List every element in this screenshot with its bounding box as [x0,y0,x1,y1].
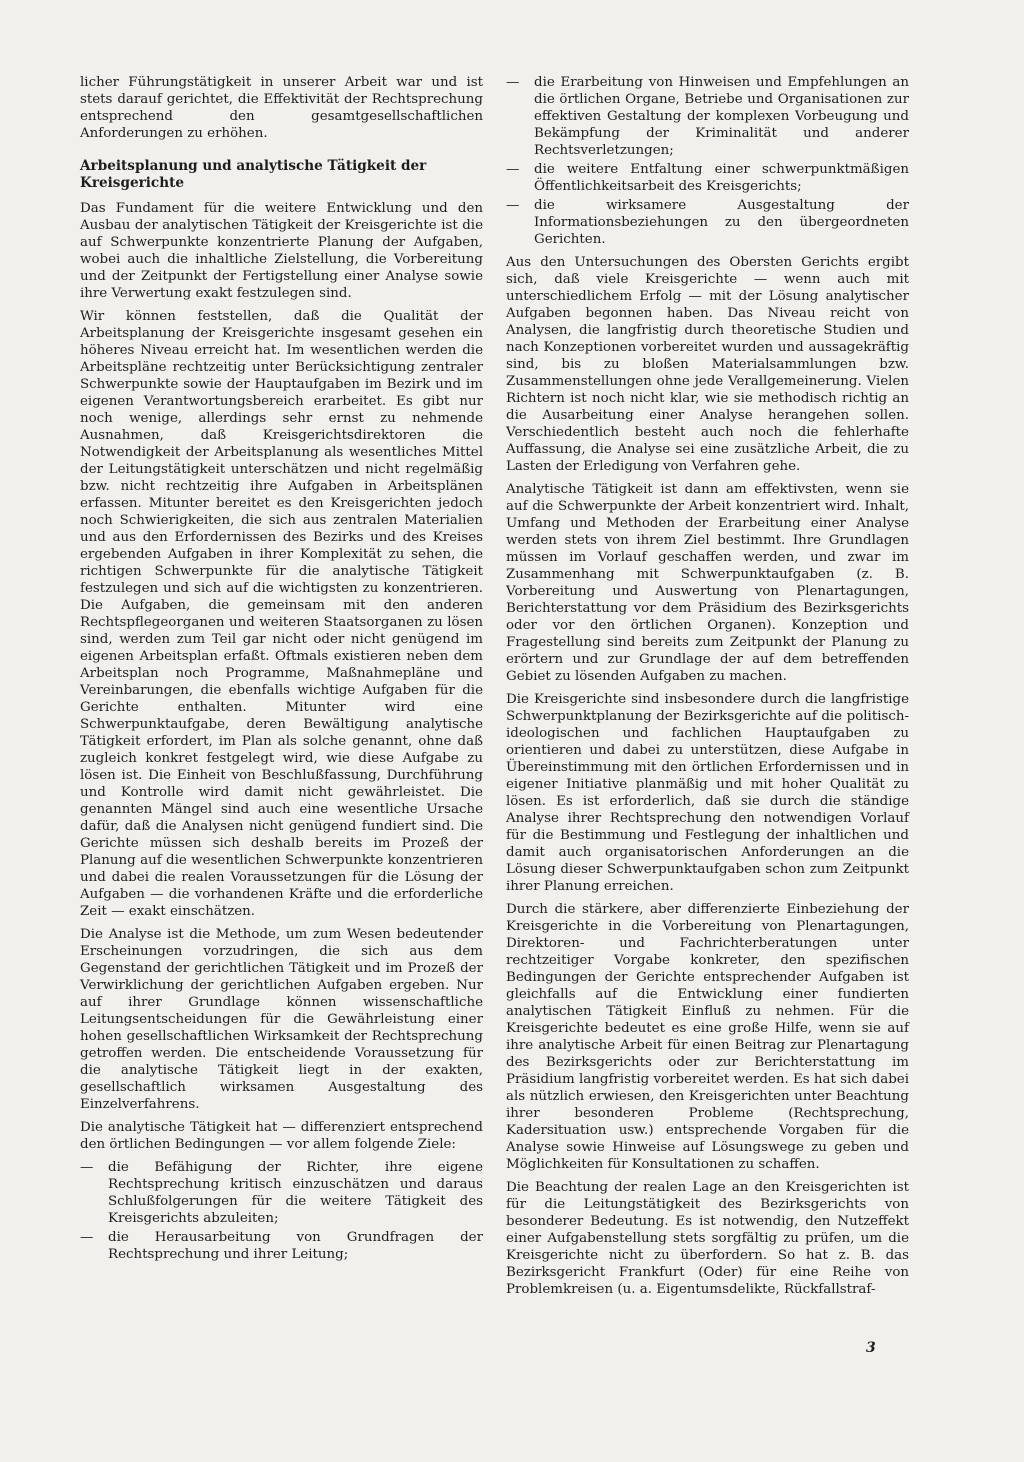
paragraph: Das Fundament für die weitere Entwicklung und den Ausbau der analytischen Tätigkeit der Kreisgerichte ist die auf Schwerpunkte konzentrierte Planung der Aufgaben, wobei auch die inhaltliche Zielstellung, die Vorbereitung und der Zeitpunkt der Fertigstellung einer Analyse sowie ihre Verwertung exakt festzulegen sind. [80,201,483,301]
paragraph: Analytische Tätigkeit ist dann am effektivsten, wenn sie auf die Schwerpunkte der Arbeit konzentriert wird. Inhalt, Umfang und Methoden der Erarbeitung einer Analyse werden stets von ihrem Ziel bestimmt. Ihre Grundlagen müssen im Vorlauf geschaffen werden, und zwar im Zusammenhang mit Schwerpunktaufgaben (z. B. Vorbereitung und Auswertung von Plenartagungen, Berichterstattung vor dem Präsidium des Bezirksgerichts oder vor den örtlichen Organen). Konzeption und Fragestellung sind bereits zum Zeitpunkt der Planung zu erörtern und zur Grundlage der auf dem betreffenden Gebiet zu lösenden Aufgaben zu machen. [506,482,909,684]
intro-paragraph: licher Führungstätigkeit in unserer Arbeit war und ist stets darauf gerichtet, die Effektivität der Rechtsprechung entsprechend den gesamtgesellschaftlichen Anforderungen zu erhöhen. [80,75,483,141]
list-item: — die weitere Entfaltung einer schwerpunktmäßigen Öffentlichkeitsarbeit des Kreisgerichts; [506,161,909,195]
goals-list [80,1159,483,1263]
list-item: — die Erarbeitung von Hinweisen und Empfehlungen an die örtlichen Organe, Betriebe und Organisationen zur effektiven Gestaltung der komplexen Vorbeugung und Bekämpfung der Kriminalität und anderer Rechtsverletzungen; [506,74,909,159]
paragraph: Die analytische Tätigkeit hat — differenziert entsprechend den örtlichen Bedingungen — vor allem folgende Ziele: [80,1120,483,1152]
right-column [506,74,909,1304]
page-number: 3 [866,1340,876,1356]
list-item: — die wirksamere Ausgestaltung der Informationsbeziehungen zu den übergeordneten Gerichten. [506,197,909,248]
paragraph: Aus den Untersuchungen des Obersten Gerichts ergibt sich, daß viele Kreisgerichte — wenn auch mit unterschiedlichem Erfolg — mit der Lösung analytischer Aufgaben begonnen haben. Das Niveau reicht von Analysen, die langfristig durch theoretische Studien und nach Konzeptionen vorbereitet wurden und aussagekräftig sind, bis zu bloßen Materialsammlungen bzw. Zusammenstellungen ohne jede Verallgemeinerung. Vielen Richtern ist noch nicht klar, wie sie methodisch richtig an die Ausarbeitung einer Analyse herangehen sollen. Verschiedentlich besteht auch noch die fehlerhafte Auffassung, die Analyse sei eine zusätzliche Arbeit, die zu Lasten der Erledigung von Verfahren gehe. [506,255,909,474]
paragraph: Durch die stärkere, aber differenzierte Einbeziehung der Kreisgerichte in die Vorbereitung von Plenartagungen, Direktoren- und Fachrichterberatungen unter rechtzeitiger Vorgabe konkreter, den spezifischen Bedingungen der Gerichte entsprechender Aufgaben ist gleichfalls auf die Entwicklung einer fundierten analytischen Tätigkeit Einfluß zu nehmen. Für die Kreisgerichte bedeutet es eine große Hilfe, wenn sie auf ihre analytische Arbeit für einen Beitrag zur Plenartagung des Bezirksgerichts oder zur Berichterstattung im Präsidium langfristig vorbereitet werden. Es hat sich dabei als nützlich erwiesen, den Kreisgerichten unter Beachtung ihrer besonderen Probleme (Rechtsprechung, Kadersituation usw.) entsprechende Vorgaben für die Analyse sowie Hinweise auf Lösungswege zu geben und Möglichkeiten für Konsultationen zu schaffen. [506,902,909,1172]
paragraph: Die Analyse ist die Methode, um zum Wesen bedeutender Erscheinungen vorzudringen, die sich aus dem Gegenstand der gerichtlichen Tätigkeit und im Prozeß der Verwirklichung der gerichtlichen Aufgaben ergeben. Nur auf ihrer Grundlage können wissenschaftliche Leitungsentscheidungen für die Gewährleistung einer hohen gesellschaftlichen Wirksamkeit der Rechtsprechung getroffen werden. Die entscheidende Voraussetzung für die analytische Tätigkeit liegt in der exakten, gesellschaftlich wirksamen Ausgestaltung des Einzelverfahrens. [80,927,483,1112]
paragraph: Die Kreisgerichte sind insbesondere durch die langfristige Schwerpunktplanung der Bezirksgerichte auf die politisch-ideologischen und fachlichen Hauptaufgaben zu orientieren und dabei zu unterstützen, diese Aufgabe in Übereinstimmung mit den örtlichen Erfordernissen und in eigener Initiative planmäßig und mit hoher Qualität zu lösen. Es ist erforderlich, daß sie durch die ständige Analyse ihrer Rechtsprechung den notwendigen Vorlauf für die Bestimmung und Festlegung der inhaltlichen und damit auch organisatorischen Anforderungen an die Lösung dieser Schwerpunktaufgaben schon zum Zeitpunkt ihrer Planung erreichen. [506,692,909,894]
paragraph: Wir können feststellen, daß die Qualität der Arbeitsplanung der Kreisgerichte insgesamt gesehen ein höheres Niveau erreicht hat. Im wesentlichen werden die Arbeitspläne rechtzeitig unter Berücksichtigung zentraler Schwerpunkte sowie der Hauptaufgaben im Bezirk und im eigenen Verantwortungsbereich erarbeitet. Es gibt nur noch wenige, allerdings sehr ernst zu nehmende Ausnahmen, daß Kreisgerichtsdirektoren die Notwendigkeit der Arbeitsplanung als wesentliches Mittel der Leitungstätigkeit unterschätzen und nicht regelmäßig bzw. nicht rechtzeitig ihre Aufgaben in Arbeitsplänen erfassen. Mitunter bereitet es den Kreisgerichten jedoch noch Schwierigkeiten, die sich aus zentralen Materialien und aus den Erfordernissen des Bezirks und des Kreises ergebenden Aufgaben in ihrer Komplexität zu sehen, die richtigen Schwerpunkte für die analytische Tätigkeit festzulegen und sich auf die wichtigsten zu konzentrieren. Die Aufgaben, die gemeinsam mit den anderen Rechtspflegeorganen und weiteren Staatsorganen zu lösen sind, werden zum Teil gar nicht oder nicht genügend im eigenen Arbeitsplan erfaßt. Oftmals existieren neben dem Arbeitsplan noch Programme, Maßnahmepläne und Vereinbarungen, die ebenfalls wichtige Aufgaben für die Gerichte enthalten. Mitunter wird eine Schwerpunktaufgabe, deren Bewältigung analytische Tätigkeit erfordert, im Plan als solche genannt, ohne daß zugleich konkret festgelegt wird, wie diese Aufgabe zu lösen ist. Die Einheit von Beschlußfassung, Durchführung und Kontrolle wird damit nicht gewährleistet. Die genannten Mängel sind auch eine wesentliche Ursache dafür, daß die Analysen nicht genügend fundiert sind. Die Gerichte müssen sich deshalb bereits im Prozeß der Planung auf die wesentlichen Schwerpunkte konzentrieren und dabei die realen Voraussetzungen für die Lösung der Aufgaben — die vorhandenen Kräfte und die erforderliche Zeit — exakt einschätzen. [80,309,483,919]
list-item: — die Herausarbeitung von Grundfragen der Rechtsprechung und ihrer Leitung; [80,1229,483,1263]
left-column [80,74,483,1269]
section-heading: Arbeitsplanung und analytische Tätigkeit der Kreisgerichte [80,158,427,191]
goals-list-continued [506,74,909,248]
list-item: — die Befähigung der Richter, ihre eigene Rechtsprechung kritisch einzuschätzen und daraus Schlußfolgerungen für die weitere Tätigkeit des Kreisgerichts abzuleiten; [80,1159,483,1227]
paragraph: Die Beachtung der realen Lage an den Kreisgerichten ist für die Leitungstätigkeit des Bezirksgerichts von besonderer Bedeutung. Es ist notwendig, den Nutzeffekt einer Aufgabenstellung stets sorgfältig zu prüfen, um die Kreisgerichte nicht zu überfordern. So hat z. B. das Bezirksgericht Frankfurt (Oder) für eine Reihe von Problemkreisen (u. a. Eigentumsdelikte, Rückfallstraf- [506,1180,909,1297]
